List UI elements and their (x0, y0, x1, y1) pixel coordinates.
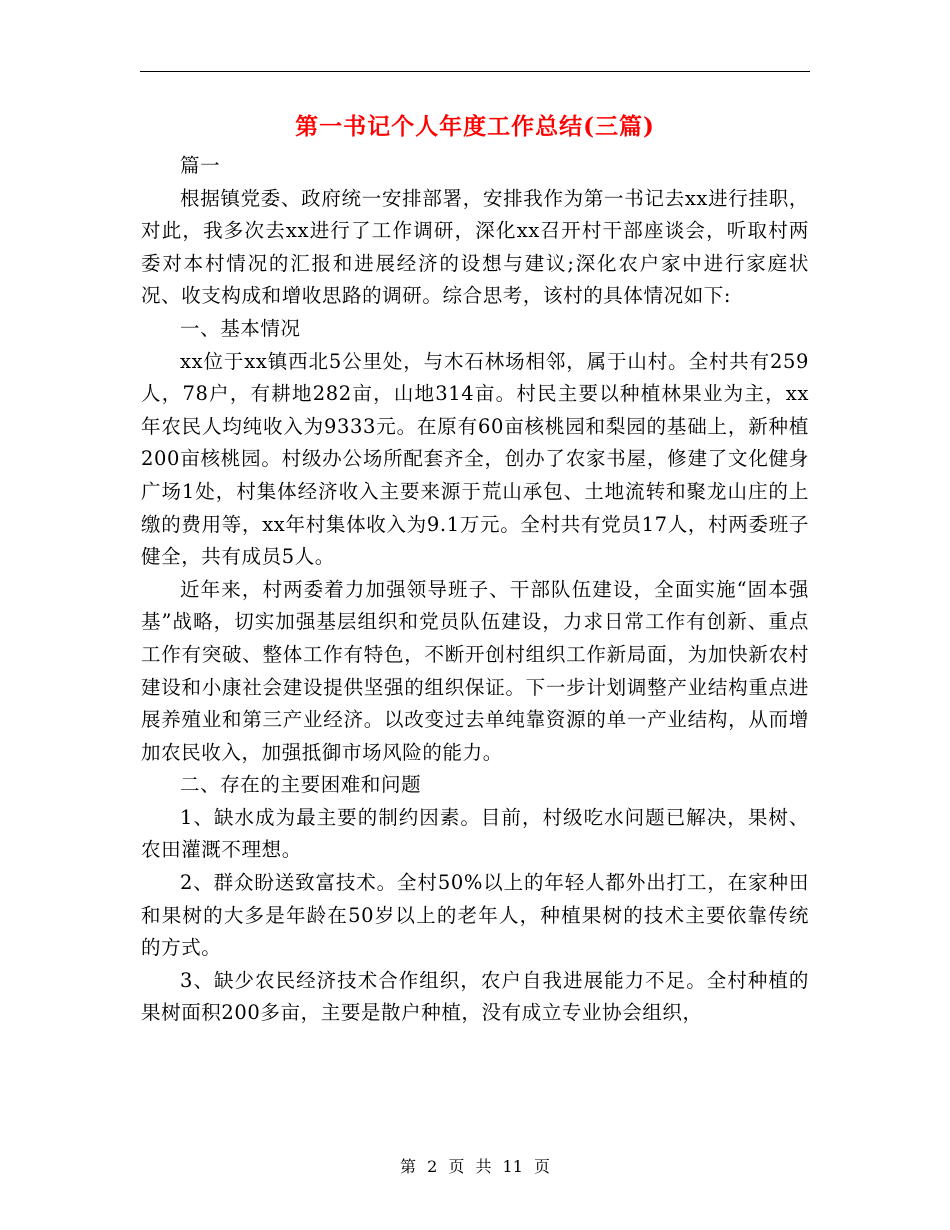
section-heading-part-one: 篇一 (180, 154, 221, 177)
problem-item-3: 3、缺少农民经济技术合作组织，农户自我进展能力不足。全村种植的果树面积200多亩，主要是散户种植，没有成立专业协会组织， (141, 968, 809, 1025)
intro-paragraph: 根据镇党委、政府统一安排部署，安排我作为第一书记去xx进行挂职，对此，我多次去xx进行了工作调研，深化xx召开村干部座谈会，听取村两委对本村情况的汇报和进展经济的设想与建议;深化农户家中进行家庭状况、收支构成和增收思路的调研。综合思考，该村的具体情况如下: (141, 186, 809, 308)
section-heading-basic-situation: 一、基本情况 (180, 316, 301, 340)
problem-item-1: 1、缺水成为最主要的制约因素。目前，村级吃水问题已解决，果树、农田灌溉不理想。 (141, 805, 809, 862)
recent-years-paragraph: 近年来，村两委着力加强领导班子、干部队伍建设，全面实施“固本强基”战略，切实加强基层组织和党员队伍建设，力求日常工作有创新、重点工作有突破、整体工作有特色，不断开创村组织工作新局面，为加快新农村建设和小康社会建设提供坚强的组织保证。下一步计划调整产业结构重点进展养殖业和第三产业经济。以改变过去单纯靠资源的单一产业结构，从而增加农民收入，加强抵御市场风险的能力。 (141, 577, 809, 764)
section-heading-problems: 二、存在的主要困难和问题 (180, 773, 422, 797)
page-number-footer: 第 2 页 共 11 页 (400, 1157, 550, 1176)
header-rule (140, 71, 810, 72)
document-body (141, 150, 809, 1030)
basic-situation-paragraph: xx位于xx镇西北5公里处，与木石林场相邻，属于山村。全村共有259人，78户，有耕地282亩，山地314亩。村民主要以种植林果业为主，xx年农民人均纯收入为9333元。在原有60亩核桃园和梨园的基础上，新种植200亩核桃园。村级办公场所配套齐全，创办了农家书屋，修建了文化健身广场1处，村集体经济收入主要来源于荒山承包、土地流转和聚龙山庄的上缴的费用等，xx年村集体收入为9.1万元。全村共有党员17人，村两委班子健全，共有成员5人。 (141, 349, 809, 569)
document-title: 第一书记个人年度工作总结(三篇) (295, 113, 655, 140)
problem-item-2: 2、群众盼送致富技术。全村50%以上的年轻人都外出打工，在家种田和果树的大多是年龄在50岁以上的老年人，种植果树的技术主要依靠传统的方式。 (141, 871, 809, 960)
